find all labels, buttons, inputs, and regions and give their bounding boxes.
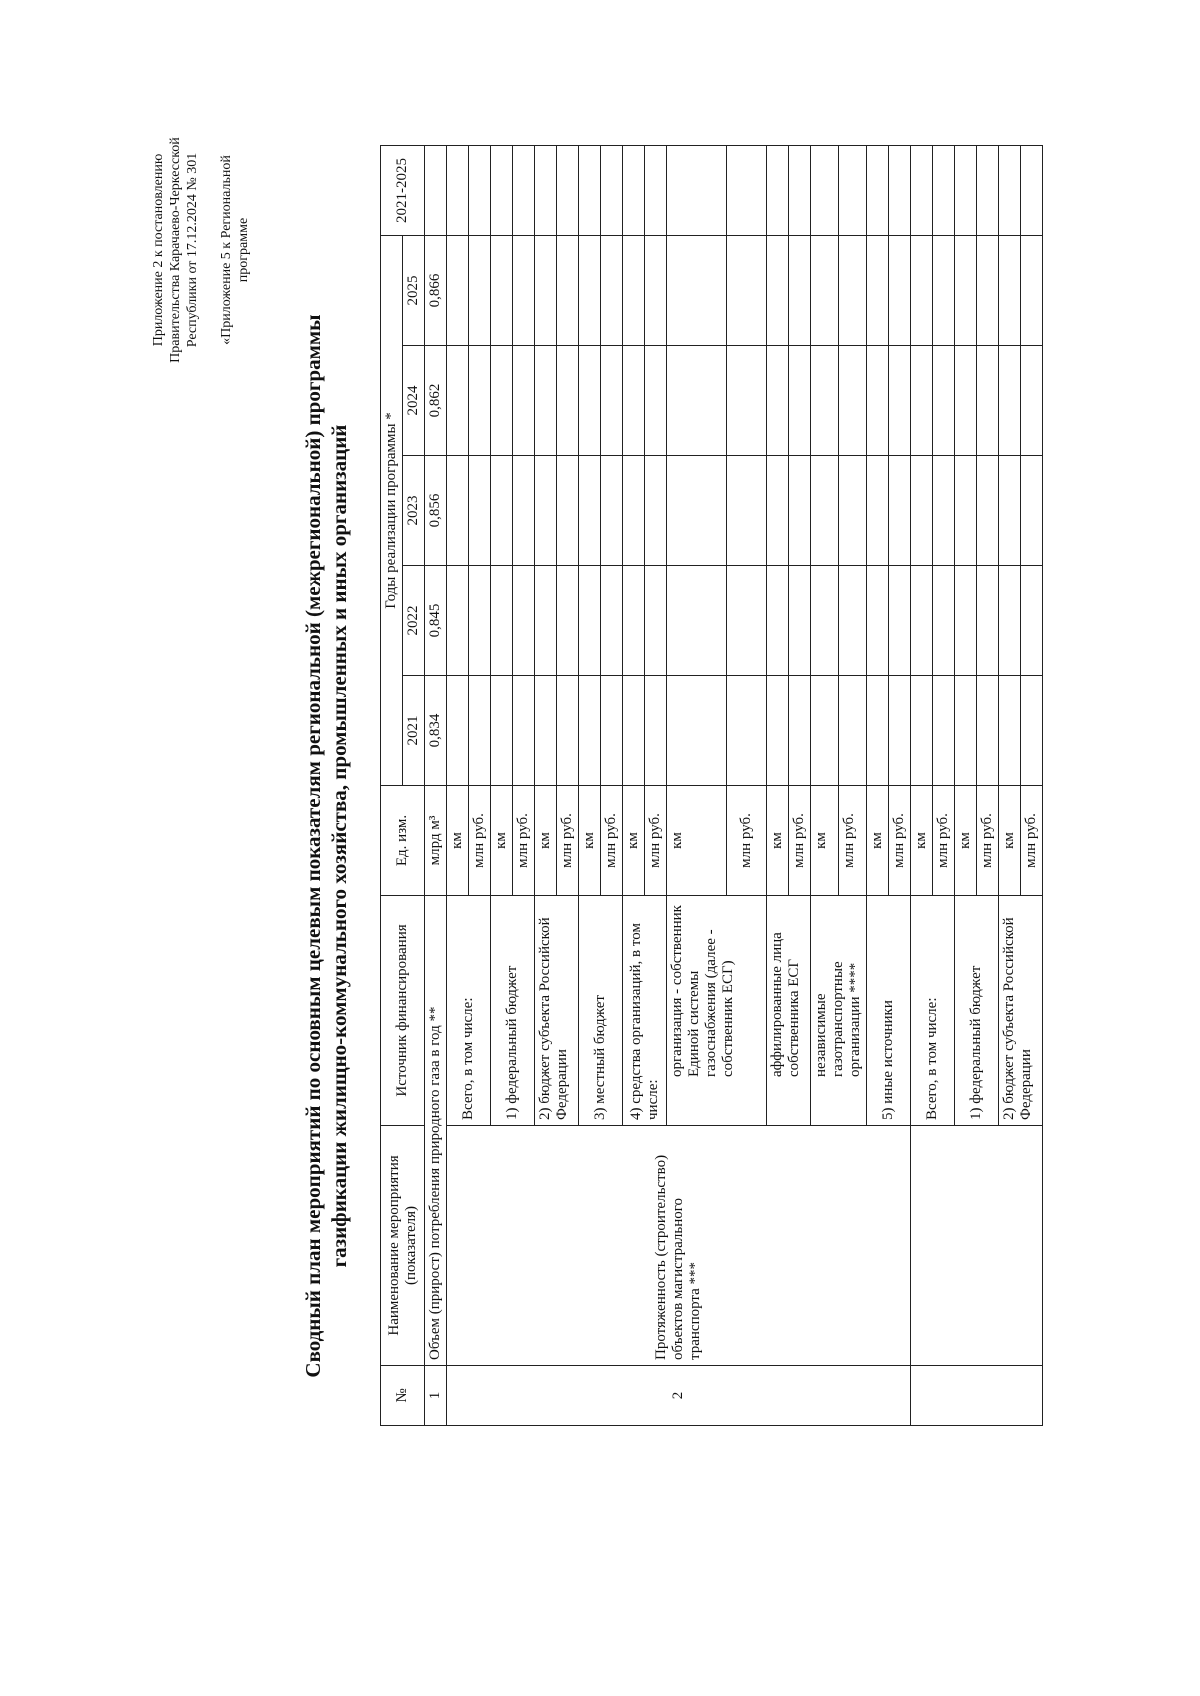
unit-cell: км [767,785,789,895]
annex-line: Приложение 2 к постановлению [151,153,166,347]
source-cell: независимые газотранспортные организации **** [811,895,867,1125]
source-cell: 4) средства организаций, в том числе: [623,895,667,1125]
source-cell: Всего, в том числе: [447,895,491,1125]
unit-cell: млн руб. [933,785,955,895]
value-cell [425,145,447,235]
unit-cell: км [867,785,889,895]
header-num: № [381,1366,425,1426]
unit-cell: км [667,785,727,895]
row-label: Объем (прирост) потребления природного газа в год ** [425,895,447,1365]
unit-cell: млн руб. [1021,785,1043,895]
header-year: 2024 [403,345,425,455]
unit-cell: км [623,785,645,895]
value-cell: 0,834 [425,675,447,785]
source-cell: 1) федеральный бюджет [955,895,999,1125]
table-row [425,145,447,1425]
annex-line: «Приложение 5 к Региональной [219,155,234,345]
value-cell: 0,866 [425,235,447,345]
annex-line: программе [236,217,251,283]
unit-cell: км [911,785,933,895]
unit-cell: млн руб. [727,785,767,895]
unit-cell: км [447,785,469,895]
unit-cell: млн руб. [601,785,623,895]
document-title [300,236,352,1456]
title-line: Сводный план мероприятий по основным целевым показателям региональной (межрегиональной) программы [301,314,325,1378]
annex-line: Правительства Карачаево-Черкесской [168,137,183,363]
table-row [447,145,469,1425]
header-row [381,145,403,1425]
value-cell: 0,862 [425,345,447,455]
source-cell: Всего, в том числе: [911,895,955,1125]
unit-cell: млн руб. [557,785,579,895]
source-cell: аффилированные лица собственника ЕСГ [767,895,811,1125]
header-year: 2022 [403,565,425,675]
value-cell: 0,845 [425,565,447,675]
unit-cell: млрд м³ [425,785,447,895]
plan-table [380,145,1043,1426]
annex-line: Республики от 17.12.2024 № 301 [185,152,200,348]
source-cell: 5) иные источники [867,895,911,1125]
source-cell: 2) бюджет субъекта Российской Федерации [535,895,579,1125]
header-year: 2021 [403,675,425,785]
unit-cell: млн руб. [789,785,811,895]
header-years-group: Годы реализации программы * [381,235,403,785]
row-name: Протяженность (строительство) объектов магистрального транспорта *** [447,1125,911,1365]
unit-cell: км [955,785,977,895]
unit-cell: км [579,785,601,895]
unit-cell: км [535,785,557,895]
header-unit: Ед. изм. [381,785,425,895]
source-cell: 3) местный бюджет [579,895,623,1125]
unit-cell: км [999,785,1021,895]
header-year: 2025 [403,235,425,345]
table-row [911,145,933,1425]
source-cell: 2) бюджет субъекта Российской Федерации [999,895,1043,1125]
unit-cell: млн руб. [977,785,999,895]
header-source: Источник финансирования [381,895,425,1125]
annex-ref [218,110,252,390]
unit-cell: млн руб. [469,785,491,895]
row-num: 2 [447,1366,911,1426]
unit-cell: млн руб. [513,785,535,895]
title-line: газификации жилищно-коммунального хозяйства, промышленных и иных организаций [327,424,351,1268]
unit-cell: млн руб. [889,785,911,895]
unit-cell: млн руб. [645,785,667,895]
header-total: 2021-2025 [381,145,425,235]
unit-cell: км [811,785,839,895]
value-cell: 0,856 [425,455,447,565]
header-name: Наименование мероприятия (показателя) [381,1125,425,1365]
unit-cell: км [491,785,513,895]
header-year: 2023 [403,455,425,565]
source-cell: организация - собственник Единой системы газоснабжения (далее - собственник ЕСГ) [667,895,767,1125]
annex-note [150,90,201,410]
unit-cell: млн руб. [839,785,867,895]
source-cell: 1) федеральный бюджет [491,895,535,1125]
row-num: 1 [425,1366,447,1426]
